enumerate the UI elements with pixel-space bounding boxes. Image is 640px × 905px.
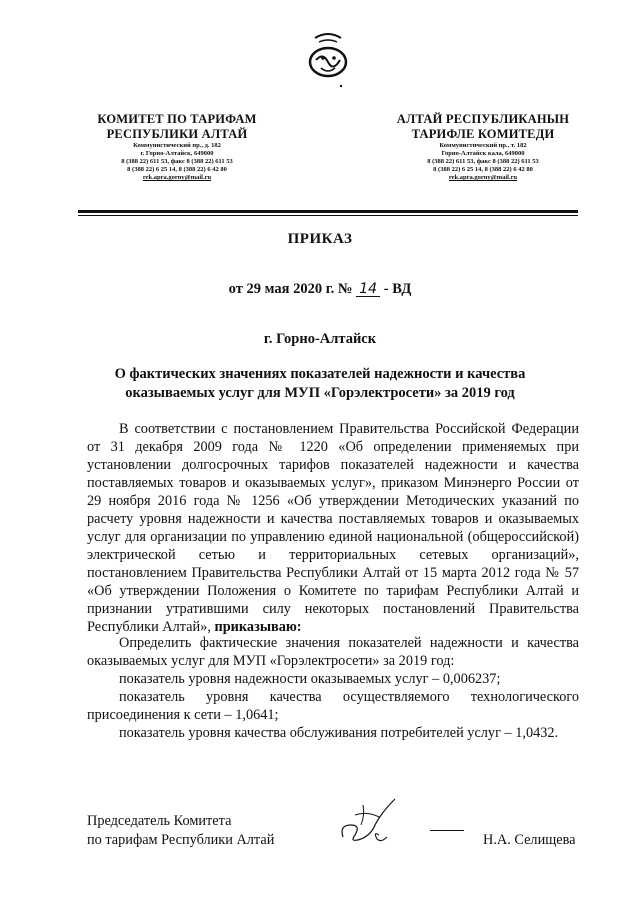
header-divider-thick	[78, 210, 578, 213]
decision-block	[87, 634, 579, 742]
indicator-item-2: показатель уровня качества осуществляемого технологического присоединения к сети – 1,0641;	[87, 689, 579, 723]
coat-of-arms-emblem	[303, 30, 353, 90]
subject-line2: оказываемых услуг для МУП «Горэлектросети» за 2019 год	[125, 385, 515, 401]
address-line1: Коммунистический пр., д. 182	[133, 142, 221, 149]
address-line2: г. Горно-Алтайск, 649000	[140, 150, 214, 157]
email-link[interactable]: rek.apra.gorny@mail.ru	[448, 174, 518, 181]
city: г. Горно-Алтайск	[263, 331, 377, 347]
document-title: ПРИКАЗ	[287, 231, 353, 247]
order-date-prefix: от 29 мая 2020 г. №	[228, 281, 353, 297]
phones-line1: 8 (388 22) 611 53, факс 8 (388 22) 611 53	[121, 158, 233, 165]
phones-line2: 8 (388 22) 6 25 14, 8 (388 22) 6 42 80	[127, 166, 227, 173]
order-subject	[100, 365, 540, 403]
signatory-name: Н.А. Селищева	[483, 832, 576, 848]
committee-name-ru-line1: КОМИТЕТ ПО ТАРИФАМ	[97, 112, 257, 126]
address-line1: Коммунистический пр., т. 182	[439, 142, 527, 149]
committee-name-alt-line2: ТАРИФЛЕ КОМИТЕДИ	[411, 127, 555, 141]
signature-dash	[430, 830, 464, 831]
handwritten-signature	[335, 795, 405, 845]
preamble-paragraph	[87, 420, 579, 636]
phones-line1: 8 (388 22) 611 53, факс 8 (388 22) 611 53	[427, 158, 539, 165]
header-right-block	[383, 112, 583, 182]
subject-line1: О фактических значениях показателей надежности и качества	[114, 366, 526, 382]
decision-paragraph: Определить фактические значения показателей надежности и качества оказываемых услуг для МУП «Горэлектросети» за 2019 год:	[87, 635, 579, 669]
indicator-item-3: показатель уровня качества обслуживания потребителей услуг – 1,0432.	[119, 725, 559, 741]
order-number: 14	[356, 282, 380, 297]
position-line1: Председатель Комитета	[87, 813, 232, 829]
order-date-suffix: - ВД	[383, 281, 412, 297]
committee-name-alt-line1: АЛТАЙ РЕСПУБЛИКАНЫН	[396, 112, 570, 126]
orders-word: приказываю:	[214, 619, 302, 635]
position-line2: по тарифам Республики Алтай	[87, 832, 275, 848]
header-left-block	[77, 112, 277, 182]
email-link[interactable]: rek.apra.gorny@mail.ru	[142, 174, 212, 181]
indicator-item-1: показатель уровня надежности оказываемых услуг – 0,006237;	[119, 671, 501, 687]
address-line2: Горно-Алтайск кала, 649000	[441, 150, 525, 157]
signatory-position	[87, 812, 274, 850]
order-date-line	[0, 281, 640, 298]
phones-line2: 8 (388 22) 6 25 14, 8 (388 22) 6 42 80	[433, 166, 533, 173]
header-divider-thin	[78, 215, 578, 216]
committee-name-ru-line2: РЕСПУБЛИКИ АЛТАЙ	[106, 127, 248, 141]
preamble-text: В соответствии с постановлением Правительства Российской Федерации от 31 декабря 2009 года № 1220 «Об определении применяемых при установлении долгосрочных тарифов показателей надежности и качества поставляемых товаров и оказываемых услуг», приказом Минэнерго России от 29 ноября 2016 года № 1256 «Об утверждении Методических указаний по расчету уровня надежности и качества поставляемых товаров и оказываемых услуг для организации по управлению единой национальной (общероссийской) электрической сетью и территориальных сетевых организаций», постановлением Правительства Республики Алтай от 15 марта 2012 года № 57 «Об утверждении Положения о Комитете по тарифам Республики Алтай и признании утратившими силу некоторых постановлений Правительства Республики Алтай»,	[87, 421, 579, 635]
